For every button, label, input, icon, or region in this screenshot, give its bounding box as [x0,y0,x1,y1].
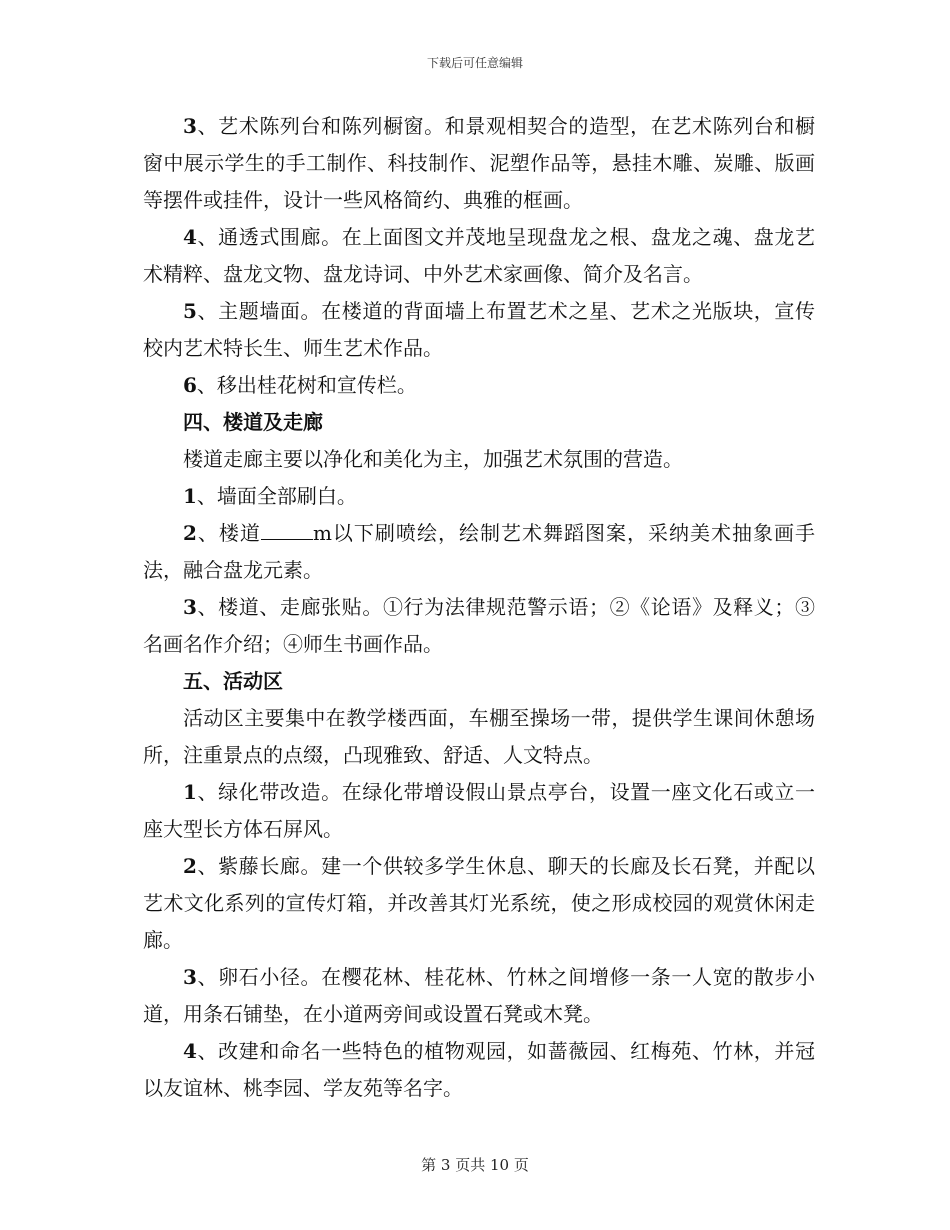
page-footer: 第 3 页共 10 页 [421,1156,529,1174]
item-number: 1 [183,484,197,508]
paragraph-text: 、改建和命名一些特色的植物观园，如蔷薇园、红梅苑、竹林，并冠以友谊林、桃李园、学友苑等名字。 [143,1039,815,1100]
paragraph-text: 楼道走廊主要以净化和美化为主，加强艺术氛围的营造。 [183,447,683,471]
item-number: 2 [183,521,197,545]
section-heading-stairs-corridor: 四、楼道及走廊 [183,410,323,434]
paragraph-item-4-corridor [143,219,815,293]
item-number: 6 [183,373,197,397]
paragraph-text: 、艺术陈列台和陈列橱窗。和景观相契合的造型，在艺术陈列台和橱窗中展示学生的手工制作、科技制作、泥塑作品等，悬挂木雕、炭雕、版画等摆件或挂件，设计一些风格简约、典雅的框画。 [143,114,815,212]
paragraph-item-2-stair-mural [143,515,815,589]
paragraph-text-after-blank: m以下刷喷绘，绘制艺术舞蹈图案，采纳美术抽象画手法，融合盘龙元素。 [143,521,816,582]
page-header: 下载后可任意编辑 [426,56,523,70]
fill-in-blank [261,523,313,540]
item-number: 1 [183,780,197,804]
paragraph-item-6-relocate [143,367,815,404]
item-number: 3 [183,965,197,989]
paragraph-stairs-intro [143,441,815,478]
section-heading-activity-area: 五、活动区 [183,669,283,693]
paragraph-text: 、楼道、走廊张贴。①行为法律规范警示语；②《论语》及释义；③名画名作介绍；④师生书画作品。 [143,595,815,656]
paragraph-text: 、通透式围廊。在上面图文并茂地呈现盘龙之根、盘龙之魂、盘龙艺术精粹、盘龙文物、盘龙诗词、中外艺术家画像、简介及名言。 [143,225,815,286]
paragraph-text: 、移出桂花树和宣传栏。 [196,373,417,397]
paragraph-item-1-walls [143,478,815,515]
item-number: 5 [183,299,197,323]
paragraph-item-5-theme-wall [143,293,815,367]
paragraph-text: 、主题墙面。在楼道的背面墙上布置艺术之星、艺术之光版块，宣传校内艺术特长生、师生艺术作品。 [143,299,815,360]
item-number: 4 [183,225,197,249]
item-number: 4 [183,1039,197,1063]
document-body [143,108,815,1107]
paragraph-item-2-wisteria [143,848,815,959]
paragraph-text: 、墙面全部刷白。 [196,484,357,508]
item-number: 2 [183,854,197,878]
paragraph-text: 、卵石小径。在樱花林、桂花林、竹林之间增修一条一人宽的散步小道，用条石铺垫，在小道两旁间或设置石凳或木凳。 [143,965,815,1026]
paragraph-text: 、紫藤长廊。建一个供较多学生休息、聊天的长廊及长石凳，并配以艺术文化系列的宣传灯箱，并改善其灯光系统，使之形成校园的观赏休闲走廊。 [143,854,815,952]
paragraph-activity-intro [143,700,815,774]
paragraph-item-3-posters [143,589,815,663]
paragraph-item-3-display-case [143,108,815,219]
paragraph-text-before-blank: 、楼道 [196,521,261,545]
paragraph-item-3-pebble-path [143,959,815,1033]
paragraph-item-1-greenbelt [143,774,815,848]
paragraph-item-4-gardens [143,1033,815,1107]
paragraph-text: 活动区主要集中在教学楼西面，车棚至操场一带，提供学生课间休憩场所，注重景点的点缀，凸现雅致、舒适、人文特点。 [143,706,815,767]
item-number: 3 [183,114,197,138]
paragraph-text: 、绿化带改造。在绿化带增设假山景点亭台，设置一座文化石或立一座大型长方体石屏风。 [143,780,815,841]
item-number: 3 [183,595,197,619]
